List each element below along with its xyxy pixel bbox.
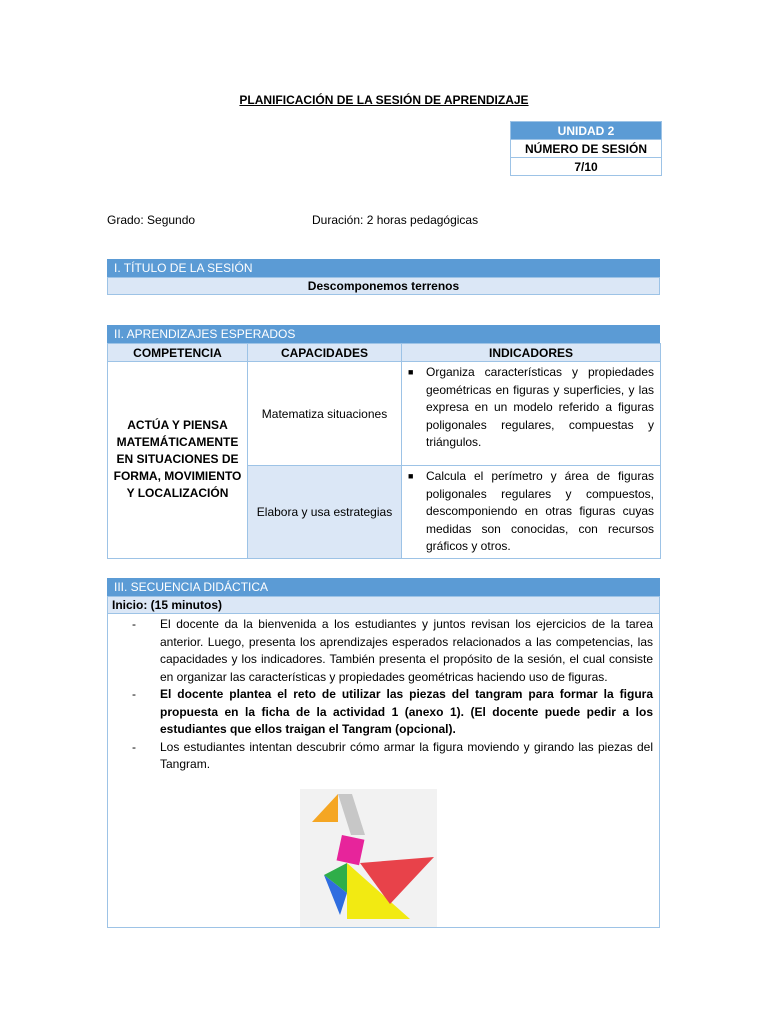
column-header-indicators: INDICADORES (402, 344, 661, 362)
sequence-item (108, 686, 659, 739)
sequence-text: El docente plantea el reto de utilizar las piezas del tangram para formar la figura propuesta en la ficha de la actividad 1 (anexo 1). (El docente puede pedir a los estudiantes que ellos traigan el Tangram (opcional). (160, 687, 653, 736)
unit-label: UNIDAD 2 (511, 122, 662, 140)
start-phase-label: Inicio: (15 minutos) (107, 596, 660, 614)
magenta-square (337, 835, 365, 865)
column-header-competence: COMPETENCIA (108, 344, 248, 362)
bullet-icon: ■ (408, 471, 414, 481)
column-header-capacities: CAPACIDADES (248, 344, 402, 362)
sequence-text: Los estudiantes intentan descubrir cómo armar la figura moviendo y girando las piezas del Tangram. (160, 739, 653, 771)
indicator-cell (402, 466, 661, 559)
capacity-cell: Matematiza situaciones (248, 362, 402, 466)
dash-marker: - (132, 687, 136, 701)
tangram-figure (300, 789, 437, 927)
indicator-cell (402, 362, 661, 466)
indicator-item (408, 468, 654, 556)
dash-marker: - (132, 739, 136, 754)
competence-cell: ACTÚA Y PIENSA MATEMÁTICAMENTE EN SITUACIONES DE FORMA, MOVIMIENTO Y LOCALIZACIÓN (108, 362, 248, 559)
orange-triangle (312, 794, 338, 822)
sequence-item (108, 616, 659, 686)
dash-marker: - (132, 617, 136, 631)
grade-text: Grado: Segundo (107, 213, 196, 227)
unit-info-box (510, 121, 662, 176)
competence-table (107, 343, 661, 559)
section-sequence-header: III. SECUENCIA DIDÁCTICA (107, 578, 660, 596)
section-title-header: I. TÍTULO DE LA SESIÓN (107, 259, 660, 277)
session-title: Descomponemos terrenos (107, 277, 660, 295)
gray-parallelogram (338, 794, 365, 835)
document-title: PLANIFICACIÓN DE LA SESIÓN DE APRENDIZAJE (239, 93, 529, 107)
indicator-text: Calcula el perímetro y área de figuras poligonales regulares y compuestos, descomponiendo en otras figuras cuyas medidas son conocidas, con recursos gráficos y otros. (426, 469, 654, 553)
session-number-value: 7/10 (511, 158, 662, 176)
duration-text: Duración: 2 horas pedagógicas (312, 213, 479, 227)
indicator-item (408, 364, 654, 452)
bullet-icon: ■ (408, 367, 414, 377)
sequence-item (108, 739, 659, 774)
indicator-text: Organiza características y propiedades geométricas en figuras y superficies, y las expresa en un modelo referido a figuras poligonales regulares, compuestas y triángulos. (426, 365, 654, 449)
capacity-cell: Elabora y usa estrategias (248, 466, 402, 559)
section-learning-header: II. APRENDIZAJES ESPERADOS (107, 325, 660, 343)
session-number-label: NÚMERO DE SESIÓN (511, 140, 662, 158)
sequence-text: El docente da la bienvenida a los estudiantes y juntos revisan los ejercicios de la tarea anterior. Luego, presenta los aprendizajes esperados relacionados a las competencias, las capacidades y los indicadores. También presenta el propósito de la sesión, el cual consiste en organizar las características y propiedades geométricas haciendo uso de figuras. (160, 617, 653, 684)
